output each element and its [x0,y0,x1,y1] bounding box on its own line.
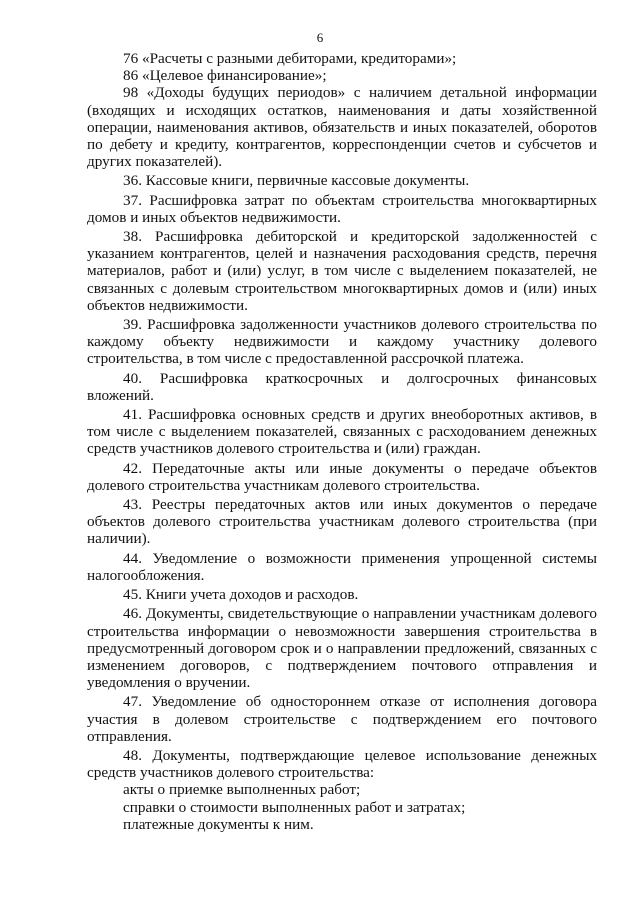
paragraph-item-48: 48. Документы, подтверждающие целевое использование денежных средств участников долевого строительства: [87,746,597,782]
paragraph-item-36: 36. Кассовые книги, первичные кассовые документы. [123,172,470,190]
paragraph-item-40: 40. Расшифровка краткосрочных и долгосрочных финансовых вложений. [87,369,597,404]
paragraph-item-41: 41. Расшифровка основных средств и других внеоборотных активов, в том числе с выделением показателей, связанных с расходованием денежных средств участников долевого строительства и (или) граждан. [87,406,597,458]
list-item-certificates: справки о стоимости выполненных работ и затратах; [123,798,466,816]
document-body [87,50,597,833]
paragraph-item-37: 37. Расшифровка затрат по объектам строительства многоквартирных домов и иных объектов недвижимости. [87,191,597,226]
paragraph-account-76: 76 «Расчеты с разными дебиторами, кредиторами»; [123,50,457,67]
paragraph-account-98: 98 «Доходы будущих периодов» с наличием детальной информации (входящих и исходящих остатков, наименования и даты хозяйственной операции, наименования активов, обязательств и иных показателей, оборотов по дебету и кредиту, контрагентов, корреспонденции счетов и субсчетов и других показателей). [87,84,597,171]
list-item-acts: акты о приемке выполненных работ; [123,781,361,799]
paragraph-item-38: 38. Расшифровка дебиторской и кредиторской задолженностей с указанием контрагентов, целей и назначения расходования средств, перечня материалов, работ и (или) услуг, в том числе с выделением показателей, не связанных с долевым строительством многоквартирных домов и (или) иных объектов недвижимости. [87,228,597,314]
paragraph-item-42: 42. Передаточные акты или иные документы о передаче объектов долевого строительства участникам долевого строительства. [87,459,597,494]
paragraph-item-44: 44. Уведомление о возможности применения упрощенной системы налогообложения. [87,549,597,584]
paragraph-item-45: 45. Книги учета доходов и расходов. [123,586,359,604]
paragraph-item-39: 39. Расшифровка задолженности участников долевого строительства по каждому объекту недвижимости и каждому участнику долевого строительства, в том числе с предоставленной рассрочкой платежа. [87,316,597,368]
paragraph-item-47: 47. Уведомление об одностороннем отказе от исполнения договора участия в долевом строительстве с подтверждением его почтового отправления. [87,693,597,745]
paragraph-item-43: 43. Реестры передаточных актов или иных документов о передаче объектов долевого строительства участникам долевого строительства (при наличии). [87,496,597,548]
paragraph-account-86: 86 «Целевое финансирование»; [123,67,327,85]
page-number: 6 [316,30,324,45]
list-item-payment-docs: платежные документы к ним. [123,815,314,833]
paragraph-item-46: 46. Документы, свидетельствующие о направлении участникам долевого строительства информации о невозможности завершения строительства в предусмотренный договором срок и о направлении предложений, связанных с изменением договоров, с подтверждением почтового отправления и уведомления о вручении. [87,605,597,692]
